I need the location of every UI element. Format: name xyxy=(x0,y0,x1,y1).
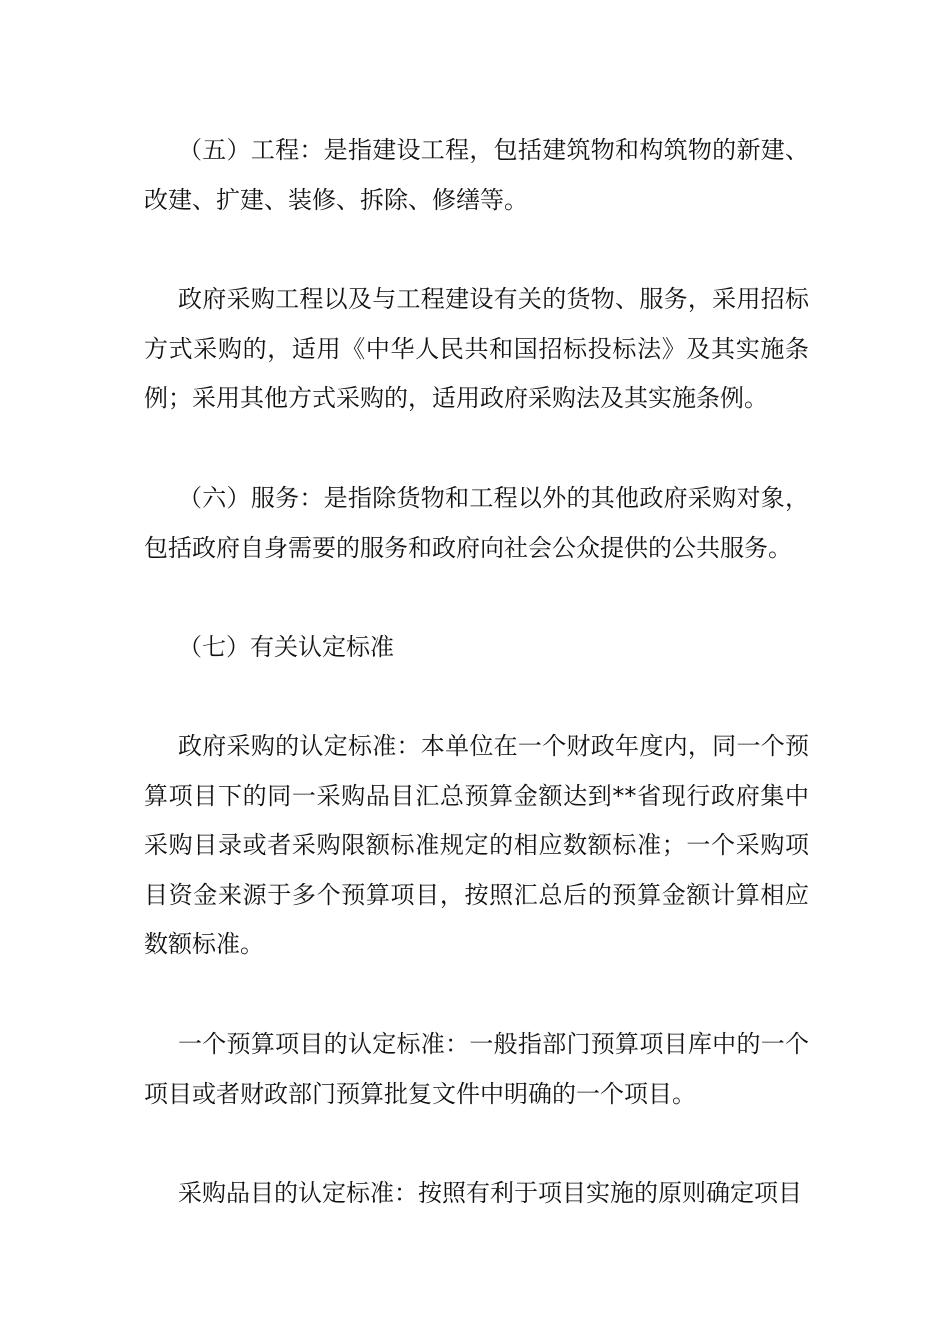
paragraph-budget-project-standard: 一个预算项目的认定标准：一般指部门预算项目库中的一个项目或者财政部门预算批复文件中明确的一个项目。 xyxy=(144,1030,809,1108)
paragraph-engineering-definition: （五）工程：是指建设工程，包括建筑物和构筑物的新建、改建、扩建、装修、拆除、修缮等。 xyxy=(144,136,809,214)
section-heading-standards: （七）有关认定标准 xyxy=(178,633,394,661)
paragraph-service-definition: （六）服务：是指除货物和工程以外的其他政府采购对象，包括政府自身需要的服务和政府向社会公众提供的公共服务。 xyxy=(144,484,809,562)
paragraph-procurement-item-standard: 采购品目的认定标准：按照有利于项目实施的原则确定项目 xyxy=(178,1179,802,1207)
paragraph-engineering-law: 政府采购工程以及与工程建设有关的货物、服务，采用招标方式采购的，适用《中华人民共和国招标投标法》及其实施条例；采用其他方式采购的，适用政府采购法及其实施条例。 xyxy=(144,285,809,412)
paragraph-procurement-standard: 政府采购的认定标准：本单位在一个财政年度内，同一个预算项目下的同一采购品目汇总预算金额达到**省现行政府集中采购目录或者采购限额标准规定的相应数额标准；一个采购项目资金来源于多个预算项目，按照汇总后的预算金额计算相应数额标准。 xyxy=(144,732,809,958)
